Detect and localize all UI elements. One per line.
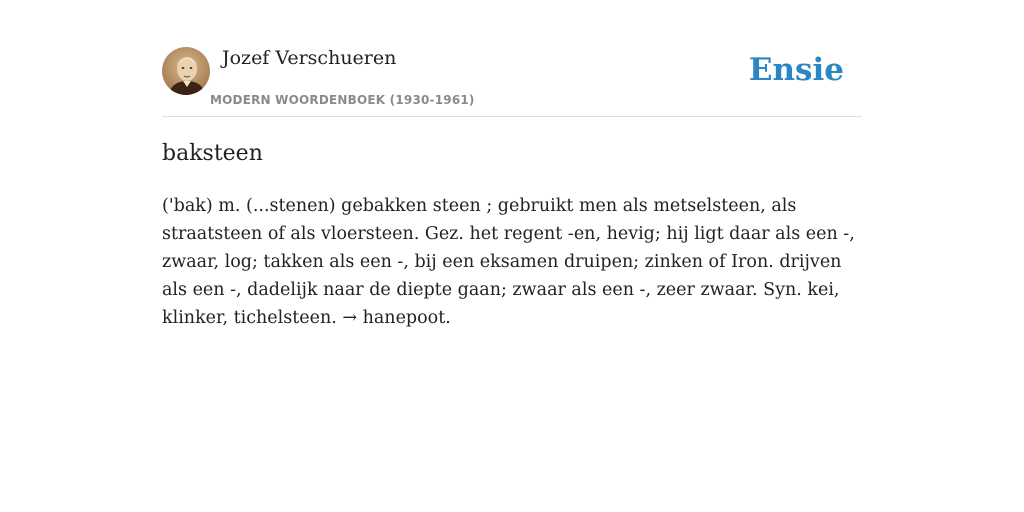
ensie-logo[interactable]: Ensie — [748, 52, 844, 88]
source-label[interactable]: MODERN WOORDENBOEK (1930-1961) — [210, 93, 475, 107]
header — [162, 46, 862, 117]
author-portrait-icon — [162, 47, 210, 95]
avatar[interactable] — [162, 47, 210, 95]
entry-title: baksteen — [162, 141, 263, 166]
entry-definition: ('bak) m. (...stenen) gebakken steen ; gebruikt men als metselsteen, als straatsteen of als vloersteen. Gez. het regent -en, hevig; hij ligt daar als een -, zwaar, log; takken als een -, bij een eksamen druipen; zinken of Iron. drijven als een -, dadelijk naar de diepte gaan; zwaar als een -, zeer zwaar. Syn. kei, klinker, tichelsteen. → hanepoot. — [162, 196, 855, 328]
author-name[interactable]: Jozef Verschueren — [222, 47, 397, 69]
